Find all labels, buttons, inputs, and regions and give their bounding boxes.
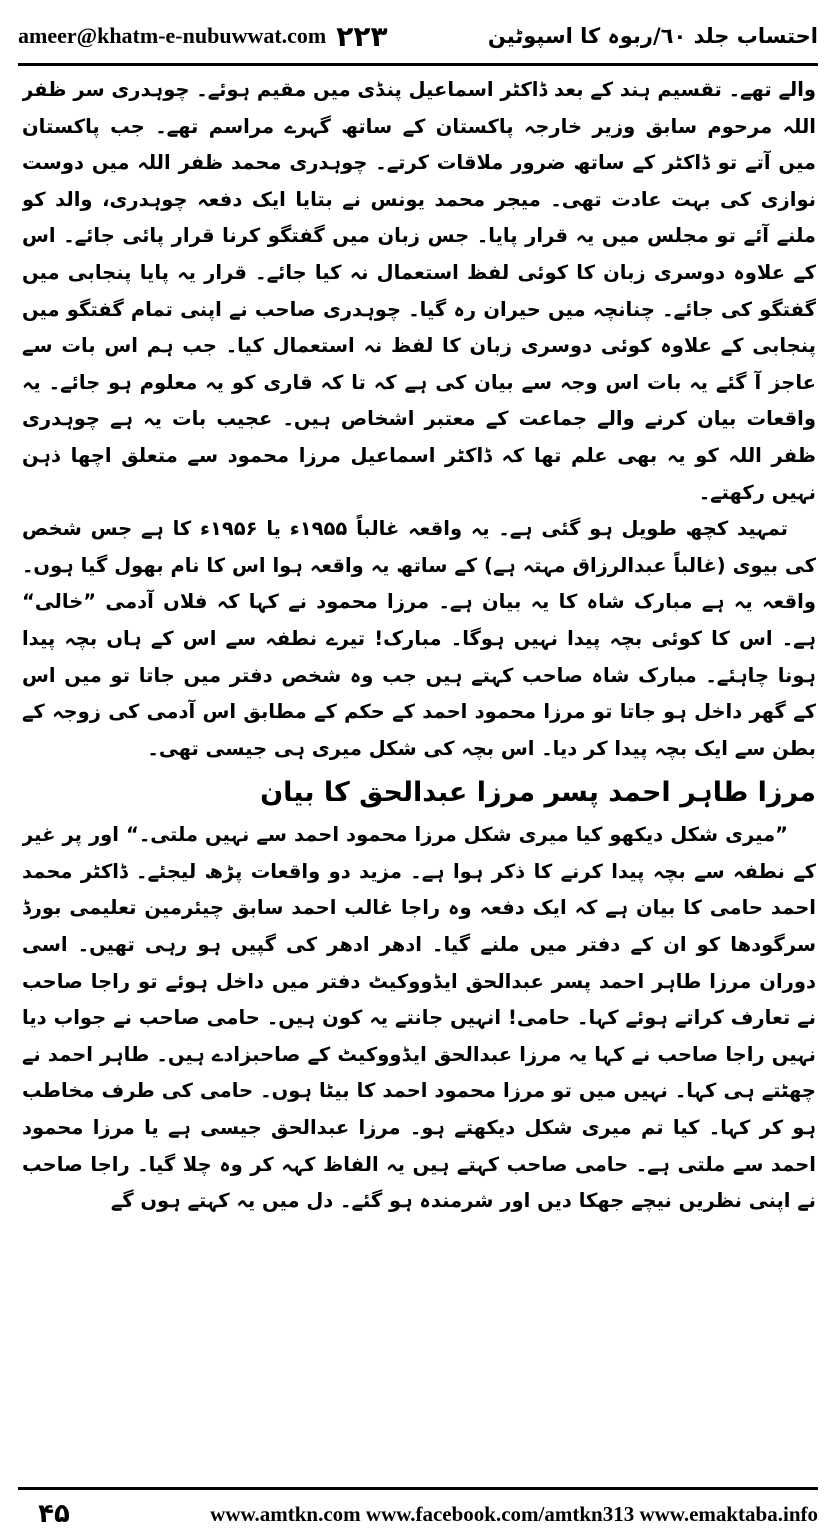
paragraph-1: والے تھے۔ تقسیم ہند کے بعد ڈاکٹر اسماعیل پنڈی میں مقیم ہوئے۔ چوہدری سر ظفر اللہ مرحوم سابق وزیر خارجہ پاکستان کے ساتھ گہرے مراسم تھے۔ جب پاکستان میں آتے تو ڈاکٹر کے ساتھ ضرور ملاقات کرتے۔ چوہدری محمد ظفر اللہ میں دوست نوازی کی بہت عادت تھی۔ میجر محمد یونس نے بتایا ایک دفعہ چوہدری، والد کو ملنے آئے تو مجلس میں یہ قرار پایا۔ جس زبان میں گفتگو کرنا قرار پائی جائے۔ اس کے علاوہ دوسری زبان کا کوئی لفظ استعمال نہ کیا جائے۔ قرار یہ پایا پنجابی میں گفتگو کی جائے۔ چنانچہ میں حیران رہ گیا۔ چوہدری صاحب نے اپنی تمام گفتگو میں پنجابی کے علاوہ کوئی دوسری زبان کا لفظ نہ استعمال کیا۔ جب ہم اس بات سے عاجز آ گئے یہ بات اس وجہ سے بیان کی ہے کہ تا کہ قاری کو یہ معلوم ہو جائے۔ یہ واقعات بیان کرنے والے جماعت کے معتبر اشخاص ہیں۔ عجیب بات یہ ہے چوہدری ظفر اللہ کو یہ بھی علم تھا کہ ڈاکٹر اسماعیل مرزا محمود سے متعلق اچھا ذہن نہیں رکھتے۔	[22, 78, 816, 504]
header-left	[18, 20, 388, 53]
header-page-number: ۲۲۳	[336, 19, 388, 53]
paragraph-2: تمہید کچھ طویل ہو گئی ہے۔ یہ واقعہ غالباً ۱۹۵۵ء یا ۱۹۵۶ء کا ہے جس شخص کی بیوی (غالباً عبدالرزاق مہتہ ہے) کے ساتھ یہ واقعہ ہوا اس کا نام بھول گیا ہوں۔ واقعہ یہ ہے مبارک شاہ کا یہ بیان ہے۔ مرزا محمود نے کہا کہ فلاں آدمی ”خالی“ ہے۔ اس کا کوئی بچہ پیدا نہیں ہوگا۔ مبارک! تیرے نطفہ سے اس کے ہاں بچہ پیدا ہونا چاہئے۔ مبارک شاہ صاحب کہتے ہیں جب وہ شخص دفتر میں جاتا تو میں اس کے گھر داخل ہو جاتا تو مرزا محمود احمد کے حکم کے مطابق اس آدمی کی زوجہ کے بطن سے ایک بچہ پیدا کر دیا۔ اس بچہ کی شکل میری ہی جیسی تھی۔	[22, 517, 816, 760]
body-text	[22, 72, 816, 1472]
footer-urls: www.amtkn.com www.facebook.com/amtkn313 www.emaktaba.info	[210, 1501, 818, 1526]
page-footer	[18, 1495, 818, 1533]
paragraph-3: ”میری شکل دیکھو کیا میری شکل مرزا محمود احمد سے نہیں ملتی۔“ اور پر غیر کے نطفہ سے بچہ پیدا کرنے کا ذکر ہوا ہے۔ مزید دو واقعات پڑھ لیجئے۔ ڈاکٹر محمد احمد حامی کا بیان ہے کہ ایک دفعہ وہ راجا غالب احمد سابق چیئرمین تعلیمی بورڈ سرگودھا کو ان کے دفتر میں ملنے گیا۔ ادھر ادھر کی گپیں ہو رہی تھیں۔ اسی دوران مرزا طاہر احمد پسر عبدالحق ایڈووکیٹ دفتر میں داخل ہوئے تو راجا صاحب نے تعارف کراتے ہوئے کہا۔ حامی! انہیں جانتے یہ کون ہیں۔ حامی صاحب نے جواب دیا نہیں راجا صاحب نے کہا یہ مرزا عبدالحق ایڈووکیٹ کے صاحبزادے ہیں۔ طاہر احمد نے چھٹتے ہی کہا۔ نہیں میں تو مرزا محمود احمد کا بیٹا ہوں۔ حامی کی طرف مخاطب ہو کر کہا۔ کیا تم میری شکل دیکھتے ہو۔ مرزا عبدالحق جیسی ہے یا مرزا محمود احمد سے ملتی ہے۔ حامی صاحب کہتے ہیں یہ الفاظ کہہ کر وہ چلا گیا۔ راجا صاحب نے اپنی نظریں نیچے جھکا دیں اور شرمندہ ہو گئے۔ دل میں یہ کہتے ہوں گے	[22, 823, 816, 1213]
footer-rule	[18, 1487, 818, 1490]
page-header	[18, 14, 818, 58]
footer-page-number: ۴۵	[38, 1499, 70, 1529]
header-rule	[18, 63, 818, 66]
running-title: احتساب جلد ٦٠/ربوہ کا اسپوٹین	[487, 24, 818, 48]
section-heading: مرزا طاہر احمد پسر مرزا عبدالحق کا بیان	[260, 777, 816, 809]
header-email: ameer@khatm-e-nubuwwat.com	[18, 23, 327, 48]
